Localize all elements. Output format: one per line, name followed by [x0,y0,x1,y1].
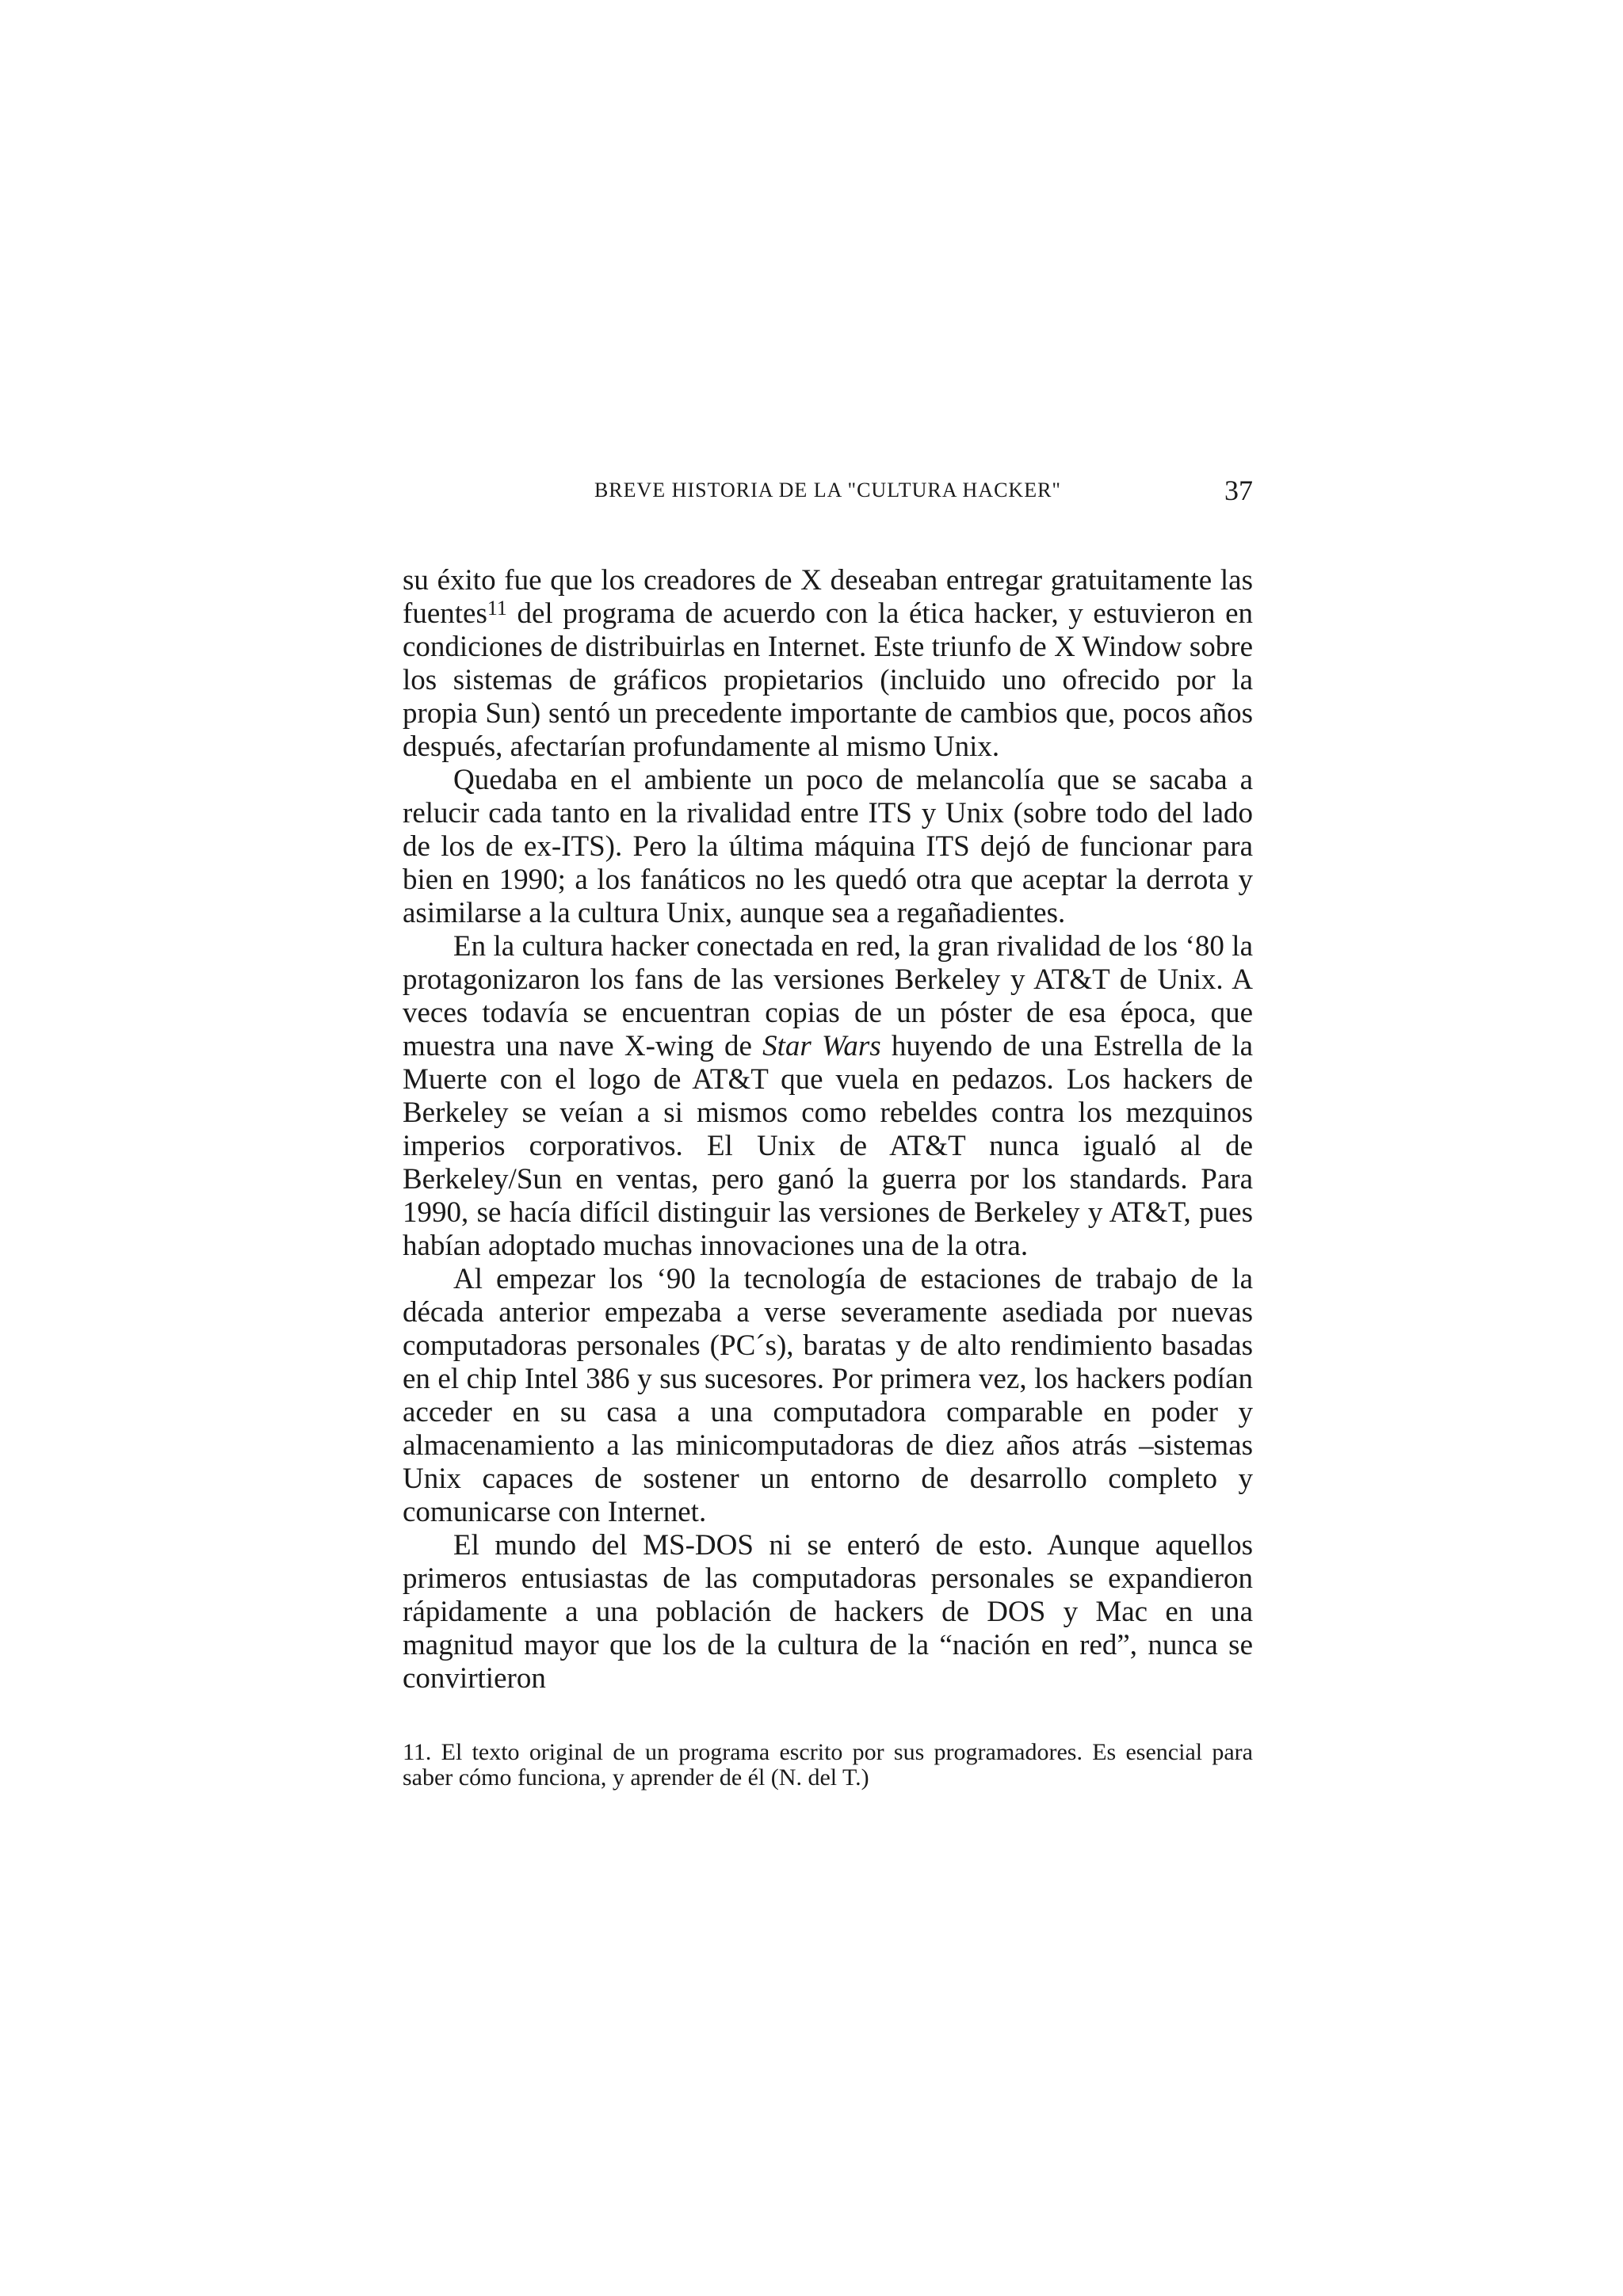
footnote-11: 11. El texto original de un programa escrito por sus programadores. Es esencial para saber cómo funciona, y aprender de él (N. del T.) [403,1739,1253,1791]
page-number: 37 [1224,475,1253,506]
running-title: BREVE HISTORIA DE LA "CULTURA HACKER" [594,479,1062,502]
body-text [403,564,1253,1695]
paragraph-1 [403,564,1253,764]
footnotes [403,1740,1253,1791]
paragraph-1-text-a: su éxito fue que los creadores de X deseaban entregar gratuitamente las fuentes [403,564,1253,630]
paragraph-2: Quedaba en el ambiente un poco de melancolía que se sacaba a relucir cada tanto en la rivalidad entre ITS y Unix (sobre todo del lado de los de ex-ITS). Pero la última máquina ITS dejó de funcionar para bien en 1990; a los fanáticos no les quedó otra que aceptar la derrota y asimilarse a la cultura Unix, aunque sea a regañadientes. [403,764,1253,929]
paragraph-3-italic: Star Wars [762,1030,881,1062]
paragraph-3 [403,930,1253,1263]
paragraph-4: Al empezar los ‘90 la tecnología de estaciones de trabajo de la década anterior empezaba a verse severamente asediada por nuevas computadoras personales (PC´s), baratas y de alto rendimiento basadas en el chip Intel 386 y sus sucesores. Por primera vez, los hackers podían acceder en su casa a una computadora comparable en poder y almacenamiento a las minicomputadoras de diez años atrás –sistemas Unix capaces de sostener un entorno de desarrollo completo y comunicarse con Internet. [403,1263,1253,1528]
running-head [403,475,1253,507]
paragraph-3-text-b: huyendo de una Estrella de la Muerte con el logo de AT&T que vuela en pedazos. Los hackers de Berkeley se veían a si mismos como rebeldes contra los mezquinos imperios corporativos. El Unix de AT&T nunca igualó al de Berkeley/Sun en ventas, pero ganó la guerra por los standards. Para 1990, se hacía difícil distinguir las versiones de Berkeley y AT&T, pues habían adoptado muchas innovaciones una de la otra. [403,1030,1253,1262]
paragraph-1-text-b: del programa de acuerdo con la ética hacker, y estuvieron en condiciones de distribuirlas en Internet. Este triunfo de X Window sobre los sistemas de gráficos propietarios (incluido uno ofrecido por la propia Sun) sentó un precedente importante de cambios que, pocos años después, afectarían profundamente al mismo Unix. [403,597,1253,763]
paragraph-3-text-a: En la cultura hacker conectada en red, la gran rivalidad de los ‘80 la protagonizaron los fans de las versiones Berkeley y AT&T de Unix. A veces todavía se encuentran copias de un póster de esa época, que muestra una nave X-wing de [403,930,1253,1062]
footnote-reference: 11 [487,597,507,620]
paragraph-5: El mundo del MS-DOS ni se enteró de esto. Aunque aquellos primeros entusiastas de las computadoras personales se expandieron rápidamente a una población de hackers de DOS y Mac en una magnitud mayor que los de la cultura de la “nación en red”, nunca se convirtieron [403,1529,1253,1695]
